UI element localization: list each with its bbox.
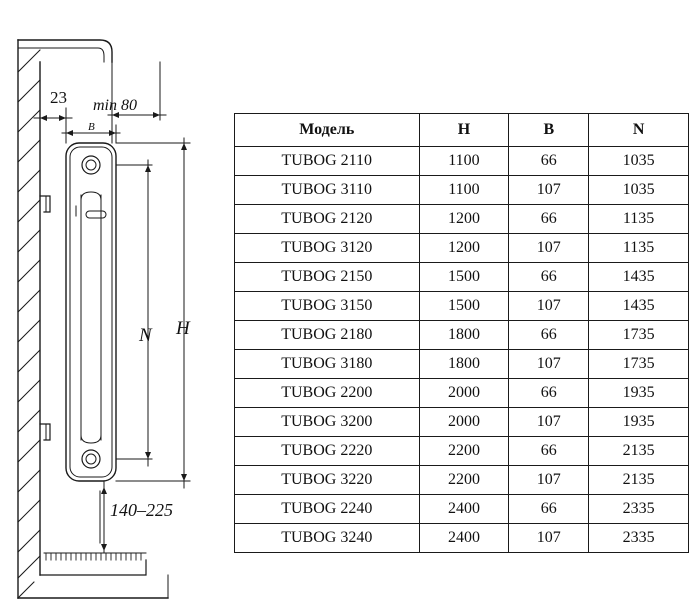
cell-b: 107 <box>509 466 589 495</box>
cell-model: TUBOG 2220 <box>235 437 420 466</box>
column-header-b: B <box>509 114 589 147</box>
cell-h: 1100 <box>419 176 509 205</box>
cell-b: 107 <box>509 350 589 379</box>
table-header-row <box>235 114 689 147</box>
table-row <box>235 437 689 466</box>
table-row <box>235 408 689 437</box>
cell-n: 2135 <box>589 466 689 495</box>
cell-model: TUBOG 3180 <box>235 350 420 379</box>
dimension-label-h: H <box>176 318 190 339</box>
cell-h: 2000 <box>419 379 509 408</box>
table-row <box>235 263 689 292</box>
radiator-installation-drawing <box>0 0 240 613</box>
cell-b: 66 <box>509 379 589 408</box>
cell-model: TUBOG 3110 <box>235 176 420 205</box>
dimension-label-23: 23 <box>50 88 67 107</box>
cell-h: 1500 <box>419 292 509 321</box>
table-row <box>235 176 689 205</box>
table-row <box>235 292 689 321</box>
table-row <box>235 495 689 524</box>
cell-model: TUBOG 3240 <box>235 524 420 553</box>
cell-h: 1100 <box>419 147 509 176</box>
cell-n: 1035 <box>589 176 689 205</box>
column-header-n: N <box>589 114 689 147</box>
cell-model: TUBOG 3220 <box>235 466 420 495</box>
cell-b: 66 <box>509 147 589 176</box>
cell-n: 1135 <box>589 205 689 234</box>
cell-n: 1435 <box>589 263 689 292</box>
cell-model: TUBOG 3150 <box>235 292 420 321</box>
cell-model: TUBOG 3200 <box>235 408 420 437</box>
cell-b: 66 <box>509 321 589 350</box>
cell-b: 66 <box>509 263 589 292</box>
cell-h: 2400 <box>419 524 509 553</box>
drawing-canvas <box>0 0 240 613</box>
dimension-label-b: B <box>88 121 95 133</box>
cell-h: 1800 <box>419 350 509 379</box>
wall-brackets <box>40 196 50 440</box>
cell-h: 1200 <box>419 205 509 234</box>
wall-hatching <box>18 40 40 598</box>
radiator-body <box>66 143 116 481</box>
dimension-label-depth: 140–225 <box>110 500 173 520</box>
cell-h: 1200 <box>419 234 509 263</box>
cell-b: 107 <box>509 234 589 263</box>
cell-model: TUBOG 2110 <box>235 147 420 176</box>
cell-h: 1500 <box>419 263 509 292</box>
table-row <box>235 321 689 350</box>
cell-n: 1935 <box>589 379 689 408</box>
table-row <box>235 234 689 263</box>
column-header-model: Модель <box>235 114 420 147</box>
cell-model: TUBOG 2150 <box>235 263 420 292</box>
model-spec-table <box>234 113 689 553</box>
table-row <box>235 350 689 379</box>
cell-b: 107 <box>509 408 589 437</box>
cell-h: 2200 <box>419 437 509 466</box>
cell-b: 107 <box>509 292 589 321</box>
cell-b: 107 <box>509 524 589 553</box>
cell-n: 2135 <box>589 437 689 466</box>
cell-b: 66 <box>509 437 589 466</box>
cell-n: 1735 <box>589 350 689 379</box>
cell-n: 1935 <box>589 408 689 437</box>
cell-h: 1800 <box>419 321 509 350</box>
cell-n: 2335 <box>589 524 689 553</box>
cell-h: 2400 <box>419 495 509 524</box>
table-row <box>235 147 689 176</box>
cell-b: 66 <box>509 205 589 234</box>
ceiling-outline <box>18 40 112 62</box>
dimension-N <box>116 160 152 466</box>
cell-model: TUBOG 2180 <box>235 321 420 350</box>
column-header-h: H <box>419 114 509 147</box>
spec-table-container <box>234 113 689 553</box>
table-row <box>235 205 689 234</box>
dimension-label-n: N <box>139 325 152 346</box>
cell-n: 1735 <box>589 321 689 350</box>
cell-model: TUBOG 2120 <box>235 205 420 234</box>
table-body <box>235 147 689 553</box>
cell-h: 2000 <box>419 408 509 437</box>
table-row <box>235 379 689 408</box>
cell-b: 66 <box>509 495 589 524</box>
dimension-label-min80: min 80 <box>93 97 137 114</box>
cell-n: 1435 <box>589 292 689 321</box>
cell-model: TUBOG 3120 <box>235 234 420 263</box>
cell-n: 1135 <box>589 234 689 263</box>
cell-n: 1035 <box>589 147 689 176</box>
cell-n: 2335 <box>589 495 689 524</box>
cell-model: TUBOG 2240 <box>235 495 420 524</box>
table-row <box>235 524 689 553</box>
table-row <box>235 466 689 495</box>
cell-model: TUBOG 2200 <box>235 379 420 408</box>
dimension-H <box>116 138 190 488</box>
cell-h: 2200 <box>419 466 509 495</box>
cell-b: 107 <box>509 176 589 205</box>
dimension-140-225 <box>100 481 107 553</box>
